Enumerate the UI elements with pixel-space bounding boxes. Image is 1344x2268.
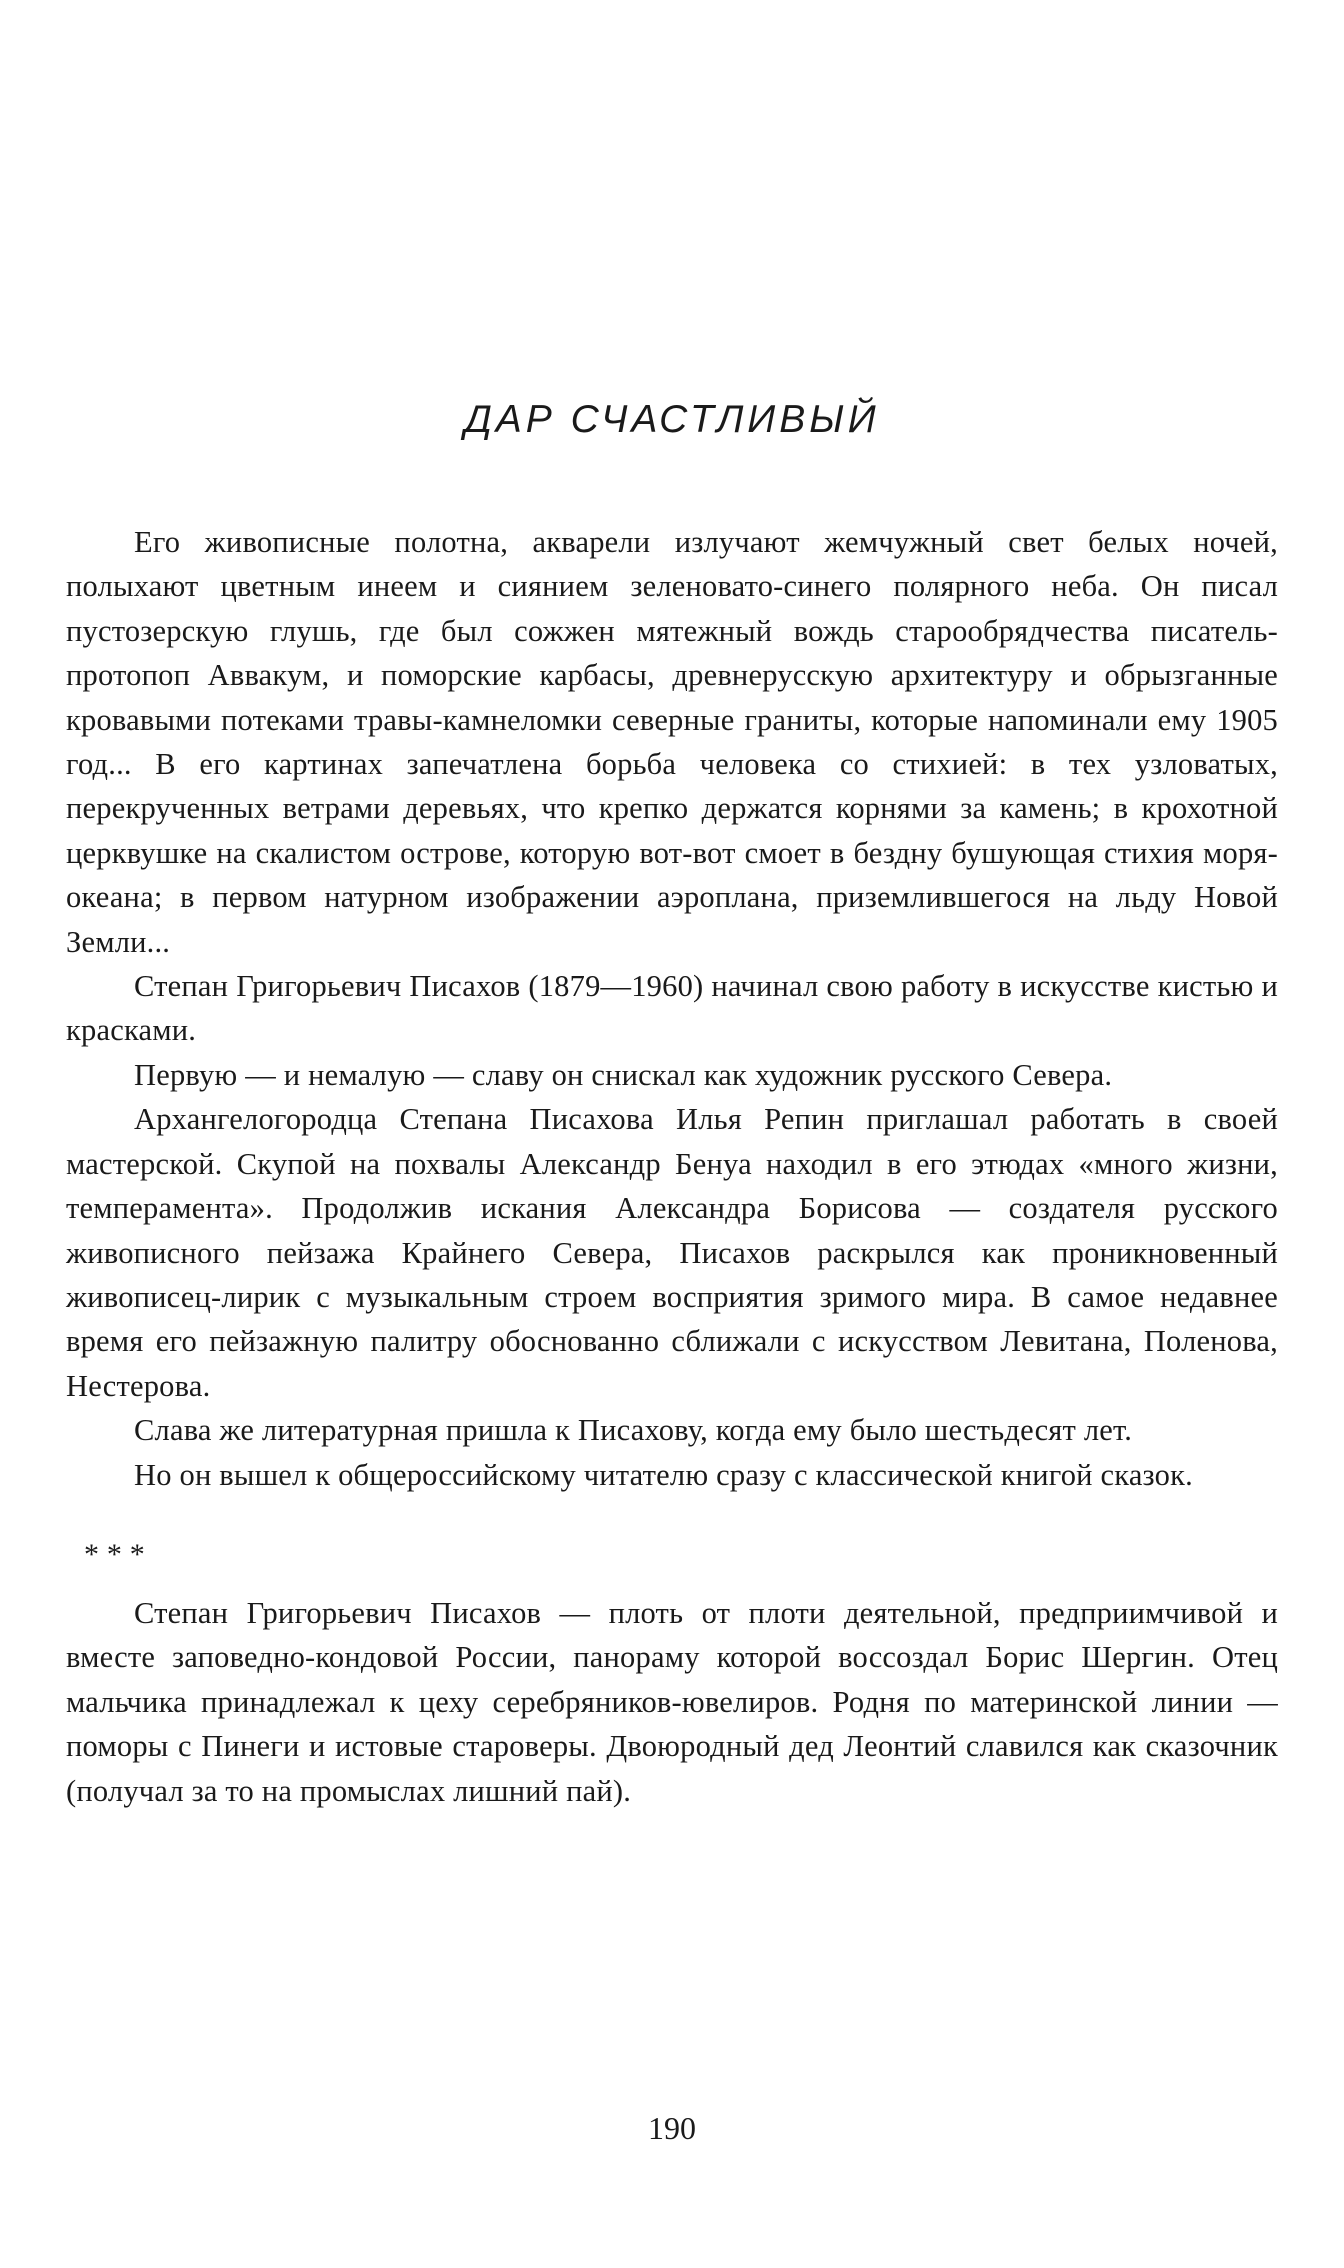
paragraph: Его живописные полотна, акварели излучают жемчужный свет белых ночей, полыхают цветным инеем и сиянием зеленовато-синего полярного неба. Он писал пустозерскую глушь, где был сожжен мятежный вождь старообрядчества писатель-протопоп Аввакум, и поморские карбасы, древнерусскую архитектуру и обрызганные кровавыми потеками травы-камнеломки северные граниты, которые напоминали ему 1905 год... В его картинах запечатлена борьба человека со стихией: в тех узловатых, перекрученных ветрами деревьях, что крепко держатся корнями за камень; в крохотной церквушке на скалистом острове, которую вот-вот смоет в бездну бушующая стихия моря-океана; в первом натурном изображении аэроплана, приземлившегося на льду Новой Земли...	[66, 525, 1278, 959]
paragraph: Но он вышел к общероссийскому читателю сразу с классической книгой сказок.	[134, 1457, 1193, 1492]
section-separator: * * *	[84, 1537, 145, 1571]
chapter-body	[66, 520, 1278, 1813]
paragraph: Первую — и немалую — славу он снискал как художник русского Севера.	[134, 1057, 1113, 1092]
chapter-title: ДАР СЧАСТЛИВЫЙ	[464, 398, 880, 441]
paragraph: Слава же литературная пришла к Писахову, когда ему было шестьдесят лет.	[134, 1413, 1133, 1448]
page-number: 190	[648, 2110, 696, 2146]
paragraph: Степан Григорьевич Писахов — плоть от плоти деятельной, предприимчивой и вместе заповедно-кондовой России, панораму которой воссоздал Борис Шергин. Отец мальчика принадлежал к цеху серебряников-ювелиров. Родня по материнской линии — поморы с Пинеги и истовые староверы. Двоюродный дед Леонтий славился как сказочник (получал за то на промыслах лишний пай).	[66, 1595, 1278, 1808]
paragraph: Степан Григорьевич Писахов (1879—1960) начинал свою работу в искусстве кистью и красками.	[66, 969, 1278, 1048]
paragraph: Архангелогородца Степана Писахова Илья Репин приглашал работать в своей мастерской. Скупой на похвалы Александр Бенуа находил в его этюдах «много жизни, темперамента». Продолжив искания Александра Борисова — создателя русского живописного пейзажа Крайнего Севера, Писахов раскрылся как проникновенный живописец-лирик с музыкальным строем восприятия зримого мира. В самое недавнее время его пейзажную палитру обоснованно сближали с искусством Левитана, Поленова, Нестерова.	[66, 1102, 1278, 1403]
